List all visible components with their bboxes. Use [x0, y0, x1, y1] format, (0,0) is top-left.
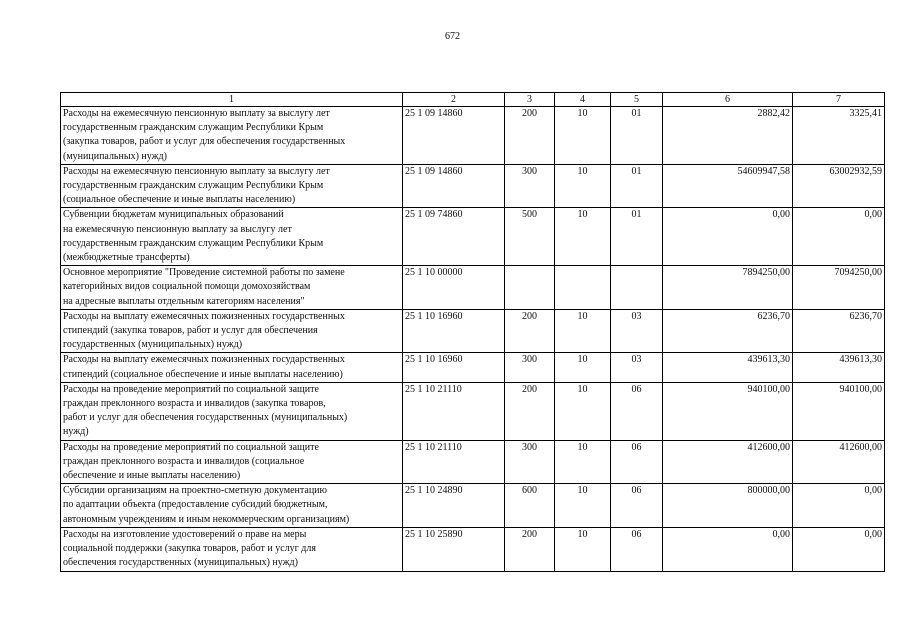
expense-name-line: Субсидии организациям на проектно-сметную документацию — [63, 485, 327, 497]
header-cell-2: 2 — [403, 93, 505, 107]
table-row — [61, 208, 885, 266]
section-cell: 10 — [555, 164, 611, 208]
budget-code-cell: 25 1 09 74860 — [403, 208, 505, 266]
amount-col7-cell: 3325,41 — [793, 107, 885, 165]
budget-code-cell: 25 1 10 00000 — [403, 266, 505, 310]
header-cell-3: 3 — [505, 93, 555, 107]
expense-name-line: государственным гражданским служащим Республики Крым — [63, 180, 324, 192]
expense-name-cell — [61, 382, 403, 440]
expense-name-line: Расходы на изготовление удостоверений о праве на меры — [63, 528, 307, 540]
expense-name-line: работ и услуг для обеспечения государственных (муниципальных) — [63, 412, 348, 424]
table-row — [61, 440, 885, 484]
expense-name-line: граждан преклонного возраста и инвалидов (закупка товаров, — [63, 398, 326, 410]
table-row — [61, 484, 885, 528]
expense-type-cell: 200 — [505, 309, 555, 353]
header-cell-4: 4 — [555, 93, 611, 107]
amount-col6-cell: 6236,70 — [663, 309, 793, 353]
budget-table — [60, 92, 885, 572]
expense-type-cell: 200 — [505, 527, 555, 571]
expense-type-cell — [505, 266, 555, 310]
subsection-cell: 06 — [611, 484, 663, 528]
amount-col6-cell: 0,00 — [663, 208, 793, 266]
budget-code-cell: 25 1 10 16960 — [403, 309, 505, 353]
budget-code-cell: 25 1 09 14860 — [403, 107, 505, 165]
expense-type-cell: 500 — [505, 208, 555, 266]
section-cell: 10 — [555, 484, 611, 528]
expense-name-line: государственным гражданским служащим Республики Крым — [63, 122, 324, 134]
expense-type-cell: 600 — [505, 484, 555, 528]
expense-type-cell: 300 — [505, 164, 555, 208]
table-row — [61, 527, 885, 571]
expense-name-cell — [61, 164, 403, 208]
section-cell: 10 — [555, 440, 611, 484]
budget-code-cell: 25 1 09 14860 — [403, 164, 505, 208]
subsection-cell: 01 — [611, 107, 663, 165]
expense-name-cell — [61, 208, 403, 266]
amount-col7-cell: 7094250,00 — [793, 266, 885, 310]
expense-name-line: (закупка товаров, работ и услуг для обеспечения государственных — [63, 136, 346, 148]
expense-name-line: социальной поддержки (закупка товаров, работ и услуг для — [63, 543, 316, 555]
subsection-cell: 06 — [611, 527, 663, 571]
expense-type-cell: 300 — [505, 440, 555, 484]
subsection-cell: 03 — [611, 309, 663, 353]
expense-name-line: нужд) — [63, 426, 89, 438]
expense-name-line: автономным учреждениям и иным некоммерческим организациям) — [63, 513, 350, 525]
expense-name-line: стипендий (закупка товаров, работ и услуг для обеспечения — [63, 325, 318, 337]
amount-col6-cell: 2882,42 — [663, 107, 793, 165]
expense-name-line: по адаптации объекта (предоставление субсидий бюджетным, — [63, 499, 328, 511]
expense-name-cell — [61, 266, 403, 310]
budget-code-cell: 25 1 10 21110 — [403, 440, 505, 484]
subsection-cell: 01 — [611, 208, 663, 266]
table-row — [61, 353, 885, 382]
header-cell-7: 7 — [793, 93, 885, 107]
page-number: 672 — [445, 31, 460, 42]
table-row — [61, 164, 885, 208]
expense-type-cell: 200 — [505, 382, 555, 440]
amount-col6-cell: 412600,00 — [663, 440, 793, 484]
budget-code-cell: 25 1 10 16960 — [403, 353, 505, 382]
expense-name-line: Основное мероприятие "Проведение системной работы по замене — [63, 267, 345, 279]
expense-name-line: граждан преклонного возраста и инвалидов (социальное — [63, 455, 305, 467]
expense-name-line: (муниципальных) нужд) — [63, 150, 167, 162]
budget-code-cell: 25 1 10 24890 — [403, 484, 505, 528]
subsection-cell — [611, 266, 663, 310]
amount-col7-cell: 412600,00 — [793, 440, 885, 484]
section-cell: 10 — [555, 527, 611, 571]
expense-name-line: на адресные выплаты отдельным категориям населения" — [63, 295, 305, 307]
expense-name-cell — [61, 309, 403, 353]
budget-code-cell: 25 1 10 21110 — [403, 382, 505, 440]
header-cell-6: 6 — [663, 93, 793, 107]
expense-name-cell — [61, 440, 403, 484]
section-cell: 10 — [555, 107, 611, 165]
expense-name-line: Расходы на проведение мероприятий по социальной защите — [63, 383, 319, 395]
expense-name-line: Расходы на выплату ежемесячных пожизненных государственных — [63, 310, 345, 322]
table-row — [61, 107, 885, 165]
subsection-cell: 06 — [611, 382, 663, 440]
expense-name-line: государственным гражданским служащим Республики Крым — [63, 237, 324, 249]
section-cell — [555, 266, 611, 310]
expense-name-line: стипендий (социальное обеспечение и иные выплаты населению) — [63, 368, 343, 380]
subsection-cell: 03 — [611, 353, 663, 382]
expense-type-cell: 200 — [505, 107, 555, 165]
section-cell: 10 — [555, 382, 611, 440]
budget-code-cell: 25 1 10 25890 — [403, 527, 505, 571]
expense-name-line: на ежемесячную пенсионную выплату за выслугу лет — [63, 223, 292, 235]
subsection-cell: 01 — [611, 164, 663, 208]
amount-col6-cell: 800000,00 — [663, 484, 793, 528]
header-cell-5: 5 — [611, 93, 663, 107]
expense-name-cell — [61, 484, 403, 528]
expense-name-cell — [61, 353, 403, 382]
amount-col7-cell: 439613,30 — [793, 353, 885, 382]
expense-type-cell: 300 — [505, 353, 555, 382]
section-cell: 10 — [555, 353, 611, 382]
amount-col6-cell: 54609947,58 — [663, 164, 793, 208]
amount-col7-cell: 0,00 — [793, 208, 885, 266]
amount-col7-cell: 63002932,59 — [793, 164, 885, 208]
table-body — [61, 93, 885, 572]
section-cell: 10 — [555, 309, 611, 353]
expense-name-line: Расходы на ежемесячную пенсионную выплату за выслугу лет — [63, 108, 330, 119]
expense-name-line: Расходы на проведение мероприятий по социальной защите — [63, 441, 319, 453]
expense-name-cell — [61, 527, 403, 571]
amount-col7-cell: 0,00 — [793, 484, 885, 528]
header-cell-1: 1 — [61, 93, 403, 107]
expense-name-line: Субвенции бюджетам муниципальных образований — [63, 209, 284, 221]
amount-col7-cell: 6236,70 — [793, 309, 885, 353]
expense-name-line: Расходы на выплату ежемесячных пожизненных государственных — [63, 354, 345, 366]
amount-col6-cell: 7894250,00 — [663, 266, 793, 310]
section-cell: 10 — [555, 208, 611, 266]
amount-col7-cell: 0,00 — [793, 527, 885, 571]
expense-name-line: Расходы на ежемесячную пенсионную выплату за выслугу лет — [63, 165, 330, 177]
table-row — [61, 266, 885, 310]
amount-col6-cell: 439613,30 — [663, 353, 793, 382]
amount-col7-cell: 940100,00 — [793, 382, 885, 440]
expense-name-cell — [61, 107, 403, 165]
expense-name-line: обеспечения государственных (муниципальных) нужд) — [63, 557, 298, 569]
expense-name-line: (социальное обеспечение и иные выплаты населению) — [63, 194, 296, 206]
amount-col6-cell: 940100,00 — [663, 382, 793, 440]
header-row — [61, 93, 885, 107]
amount-col6-cell: 0,00 — [663, 527, 793, 571]
table-row — [61, 382, 885, 440]
expense-name-line: категорийных видов социальной помощи домохозяйствам — [63, 281, 311, 293]
subsection-cell: 06 — [611, 440, 663, 484]
table-row — [61, 309, 885, 353]
expense-name-line: государственных (муниципальных) нужд) — [63, 339, 243, 351]
expense-name-line: обеспечение и иные выплаты населению) — [63, 470, 241, 482]
expense-name-line: (межбюджетные трансферты) — [63, 252, 190, 264]
